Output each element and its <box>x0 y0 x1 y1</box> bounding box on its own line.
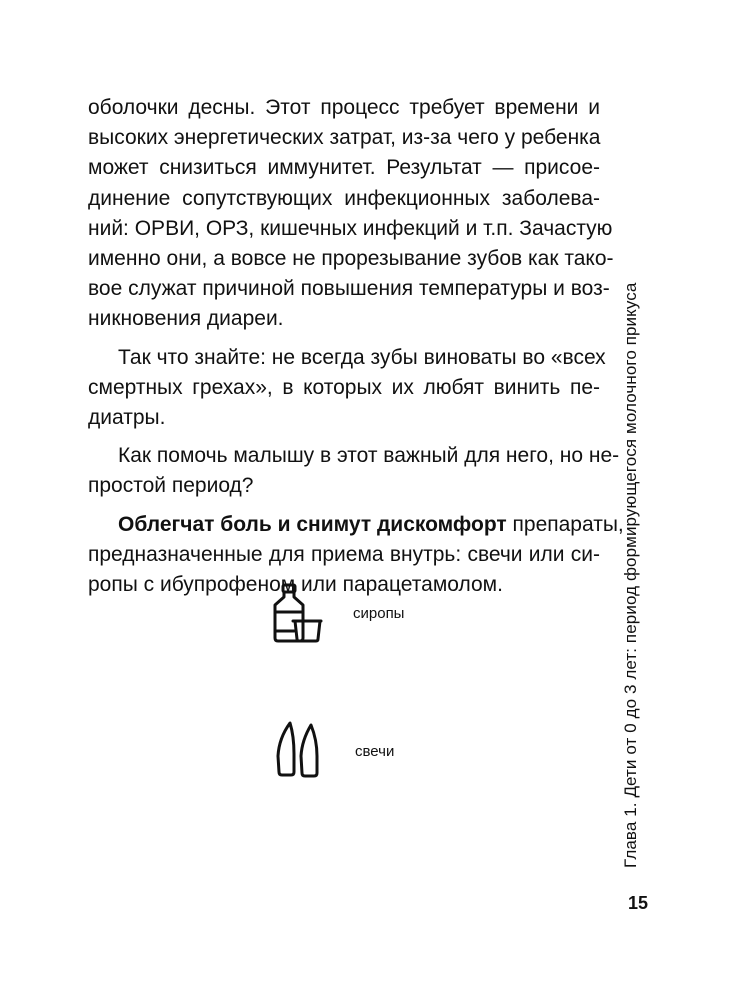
text-line: оболочки десны. Этот процесс требует времени и <box>88 96 600 119</box>
legend-syrups <box>267 578 404 648</box>
text-line: ний: ОРВИ, ОРЗ, кишечных инфекций и т.п. Зачастую <box>88 216 613 240</box>
text-line: Как помочь малышу в этот важный для него, но не- <box>118 444 620 468</box>
text-line: динение сопутствующих инфекционных заболева- <box>88 186 600 210</box>
text-line: никновения диареи. <box>88 307 284 331</box>
text-line <box>88 510 624 540</box>
text-line: предназначенные для приема внутрь: свечи или си- <box>88 542 600 566</box>
running-header: Глава 1. Дети от 0 до 3 лет: период формирующегося молочного прикуса <box>621 282 640 868</box>
bold-lead: Облегчат боль и снимут дискомфорт <box>118 512 507 536</box>
legend-suppositories <box>269 716 394 786</box>
text-line: ропы с ибупрофеном или парацетамолом. <box>88 573 503 597</box>
legend-label: сиропы <box>353 604 405 622</box>
syrup-bottle-and-cup-icon <box>267 578 327 648</box>
body-text <box>88 93 624 608</box>
text-line: смертных грехах», в которых их любят винить пе- <box>88 375 600 399</box>
text-line: может снизиться иммунитет. Результат — присое- <box>88 156 600 180</box>
text-run: препараты, <box>506 512 624 536</box>
paragraph-2 <box>88 343 606 434</box>
text-line: простой период? <box>88 474 254 498</box>
suppositories-icon <box>269 716 329 786</box>
text-line: диатры. <box>88 406 166 430</box>
text-line: вое служат причиной повышения температуры и воз- <box>88 277 610 301</box>
paragraph-3 <box>88 441 620 501</box>
paragraph-1 <box>88 93 614 335</box>
text-line: именно они, а вовсе не прорезывание зубов как тако- <box>88 247 614 271</box>
page-number: 15 <box>628 893 649 913</box>
text-line: высоких энергетических затрат, из-за чего у ребенка <box>88 126 601 150</box>
text-line: Так что знайте: не всегда зубы виноваты во «всех <box>118 345 606 369</box>
legend-label: свечи <box>355 742 395 760</box>
